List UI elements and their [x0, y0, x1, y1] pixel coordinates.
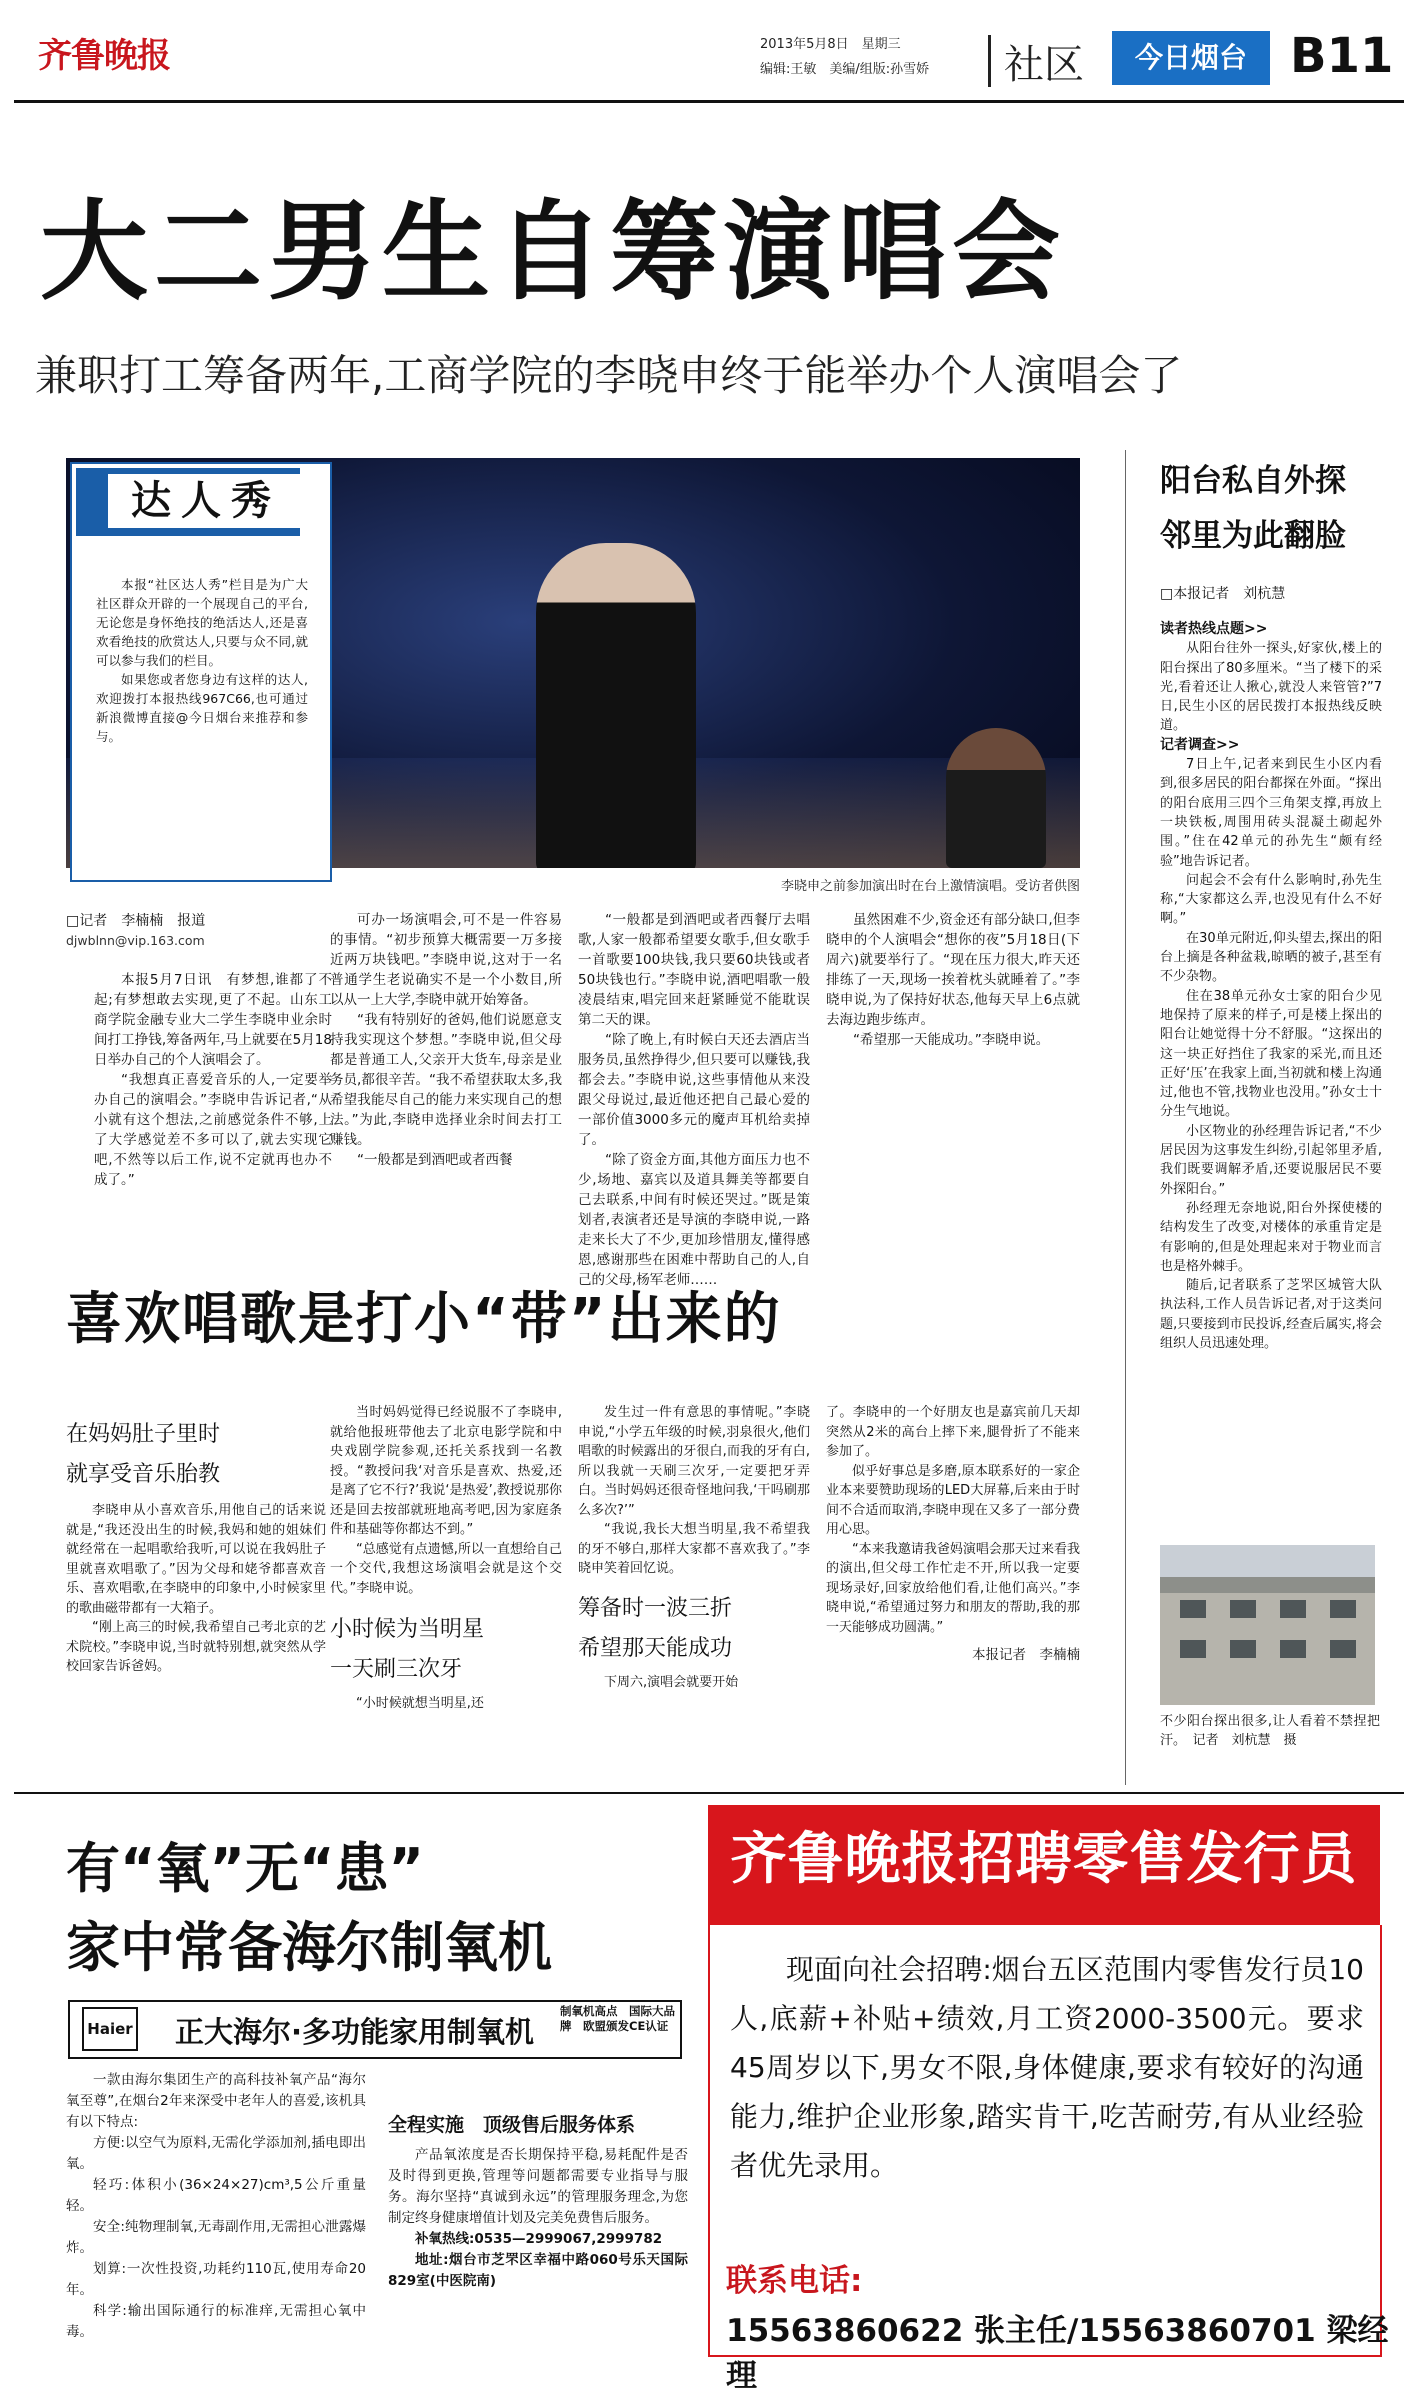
haier-right-text [388, 2110, 688, 2292]
haier-item-1: 方便:以空气为原料,无需化学添加剂,插电即出氧。 [66, 2135, 366, 2172]
reporter-email: djwblnn@vip.163.com [66, 933, 205, 948]
subhead-b1: 小时候为当明星 [330, 1617, 485, 1642]
haier-logo: Haier [82, 2007, 138, 2051]
column-intro [96, 575, 308, 746]
body-p5a: “一般都是到酒吧或者西餐 [357, 1152, 513, 1168]
section2-column-1 [66, 1415, 326, 1677]
haier-item-5: 科学:输出国际通行的标准痒,无需担心氧中毒。 [66, 2303, 366, 2340]
body-p3: 可办一场演唱会,可不是一件容易的事情。“初步预算大概需要一万多接近两万块钱吧。”李晓申说,这对于一名普通学生老说确实不是一个小数目,所以从一上大学,李晓申就开始筹备。 [330, 912, 562, 1008]
singer-figure [536, 543, 696, 868]
sidebar-body [1160, 620, 1382, 1353]
balcony-photo [1160, 1545, 1375, 1705]
section2-col2-text [330, 1403, 562, 1598]
sidebar-sub-2: 记者调查>> [1160, 736, 1240, 753]
window-shape [1180, 1640, 1206, 1658]
section2-col3-p2: “我说,我长大想当明星,我不希望我的牙不够白,那样大家都不喜欢我了。”李晓申笑着回忆说。 [578, 1522, 810, 1576]
sidebar-p2: 7日上午,记者来到民生小区内看到,很多居民的阳台都探在外面。“探出的阳台底用三四个三角架支撑,再放上一块铁板,周围用砖头混凝土砌起外围。”住在42单元的孙先生“颇有经验”地告诉记者。 [1160, 757, 1382, 869]
haier-banner-side: 制氧机高点 国际大品牌 欧盟颁发CE认证 [560, 2004, 675, 2033]
sidebar-headline-1: 阳台私自外探 [1160, 463, 1346, 499]
section2-col2-tail [330, 1694, 562, 1714]
section2-col4-p1: 了。李晓申的一个好朋友也是嘉宾前几天却突然从2米的高台上摔下来,腿骨折了不能来参加了。 [826, 1405, 1080, 1459]
recruit-title: 齐鲁晚报招聘零售发行员 [730, 1827, 1358, 1892]
article-byline: □记者 李楠楠 报道 [66, 913, 206, 929]
haier-hotline: 补氧热线:0535—2999067,2999782 [415, 2231, 663, 2247]
section2-col3-tail [578, 1673, 810, 1693]
window-shape [1330, 1600, 1356, 1618]
haier-headline-1: 有“氧”无“患” [66, 1837, 424, 1900]
body-p4: “我有特别好的爸妈,他们说愿意支持我实现这个梦想。”李晓申说,但父母都是普通工人,父亲开大货车,母亲是业务员,都很辛苦。“我不希望获取太多,我希望我能尽自己的能力来实现自己的想法。”为此,李晓申选择业余时间去打工赚钱。 [330, 1012, 562, 1148]
main-headline: 大二男生自筹演唱会 [40, 190, 1067, 315]
haier-item-4: 划算:一次性投资,功耗约110瓦,使用寿命20年。 [66, 2261, 366, 2298]
masthead-rule [14, 100, 1404, 103]
haier-service-text: 产品氧浓度是否长期保持平稳,易耗配件是否及时得到更换,管理等问题都需要专业指导与服务。海尔坚持“真诚到永远”的管理服务理念,为您制定终身健康增值计划及完美免费售后服务。 [388, 2147, 688, 2226]
haier-service-block [388, 2145, 688, 2292]
body-column-2 [330, 910, 562, 1170]
column-title: 达人秀 [108, 474, 304, 528]
column-intro-p2: 如果您或者您身边有这样的达人,欢迎拨打本报热线967C66,也可通过新浪微博直接@今日烟台来推荐和参与。 [96, 672, 308, 744]
subhead-a2: 就享受音乐胎教 [66, 1462, 221, 1487]
sidebar-p5: 住在38单元孙女士家的阳台少见地保持了原来的样子,可是楼上探出的阳台让她觉得十分不舒服。“这探出的这一块正好挡住了我家的采光,而且还正好‘压’在我家上面,当初就和楼上沟通过,他也不管,找物业也没用。”孙女士十分生气地说。 [1160, 988, 1382, 1120]
window-shape [1280, 1600, 1306, 1618]
section2-column-3 [578, 1403, 810, 1692]
window-shape [1230, 1640, 1256, 1658]
body-p1: 本报5月7日讯 有梦想,谁都了不起;有梦想敢去实现,更了不起。山东工商学院金融专业大二学生李晓申业余时间打工挣钱,筹备两年,马上就要在5月18日举办自己的个人演唱会了。 [94, 972, 332, 1068]
ads-divider [14, 1792, 1404, 1794]
balcony-photo-caption: 不少阳台探出很多,让人看着不禁捏把汗。 记者 刘杭慧 摄 [1160, 1714, 1380, 1748]
sidebar-divider [1125, 450, 1126, 1785]
haier-item-3: 安全:纯物理制氧,无毒副作用,无需担心泄露爆炸。 [66, 2219, 366, 2256]
newspaper-logo: 齐鲁晚报 [38, 36, 170, 76]
subhead-b2: 一天刷三次牙 [330, 1657, 463, 1682]
section2-headline: 喜欢唱歌是打小“带”出来的 [66, 1287, 782, 1352]
section2-col1-p1: 李晓申从小喜欢音乐,用他自己的话来说就是,“我还没出生的时候,我妈和她的姐妹们就经常在一起唱歌给我听,可以说在我妈肚子里就喜欢唱歌了。”因为父母和姥爷都喜欢音乐、喜欢唱歌,在李晓申的印象中,小时候家里的歌曲磁带都有一大箱子。 [66, 1503, 326, 1616]
subhead-a1: 在妈妈肚子里时 [66, 1422, 221, 1447]
recruit-tel: 15563860622 张主任/15563860701 梁经理 [726, 2313, 1389, 2394]
section2-col4-p3: “本来我邀请我爸妈演唱会那天过来看我的演出,但父母工作忙走不开,所以我一定要现场录好,回家放给他们看,让他们高兴。”李晓申说,“希望通过努力和朋友的帮助,我的那一天能够成功圆满。” [826, 1541, 1080, 1635]
window-shape [1280, 1640, 1306, 1658]
editor-credits: 编辑:王敏 美编/组版:孙雪娇 [760, 62, 930, 77]
body-p2: “我想真正喜爱音乐的人,一定要举办自己的演唱会。”李晓申告诉记者,“从小就有这个想法,之前感觉条件不够,上了大学感觉差不多可以了,就去实现它吧,不然等以后工作,说不定就再也办不成了。” [94, 1072, 332, 1188]
photo-caption: 李晓申之前参加演出时在台上激情演唱。受访者供图 [780, 879, 1080, 894]
sidebar-p4: 在30单元附近,仰头望去,探出的阳台上摘是各种盆栽,晾晒的被子,甚至有不少杂物。 [1160, 930, 1382, 985]
section2-col2-p1: 当时妈妈觉得已经说服不了李晓申,就给他报班带他去了北京电影学院和中央戏剧学院参观,还托关系找到一名教授。“教授问我‘对音乐是喜欢、热爱,还是离了它不行?’我说‘是热爱’,教授说那你还是回去按部就班地高考吧,因为家庭条件和基础等你都达不到。” [330, 1405, 562, 1537]
recruit-tel-label: 联系电话: [726, 2263, 863, 2299]
sidebar-p7: 孙经理无奈地说,阳台外探使楼的结构发生了改变,对楼体的承重肯定是有影响的,但是处理起来对于物业而言也是格外棘手。 [1160, 1200, 1382, 1274]
body-p7: “除了资金方面,其他方面压力也不少,场地、嘉宾以及道具舞美等都要自己去联系,中间有时候还哭过。”既是策划者,表演者还是导演的李晓申说,一路走来长大了不少,更加珍惜朋友,懂得感恩,感谢那些在困难中帮助自己的人,自己的父母,杨军老师…… [578, 1152, 810, 1288]
section2-col1-p2: “刚上高三的时候,我希望自己考北京的艺术院校。”李晓申说,当时就特别想,就突然从学校回家告诉爸妈。 [66, 1620, 326, 1674]
haier-service-title: 全程实施 顶级售后服务体系 [388, 2114, 636, 2136]
haier-intro: 一款由海尔集团生产的高科技补氧产品“海尔氧至尊”,在烟台2年来深受中老年人的喜爱,该机具有以下特点: [66, 2072, 366, 2130]
body-p8: 虽然困难不少,资金还有部分缺口,但李晓申的个人演唱会“想你的夜”5月18日(下周六)就要举行了。“现在压力很大,昨天还排练了一天,现场一挨着枕头就睡着了。”李晓申说,为了保持好状态,他每天早上6点就去海边跑步练声。 [826, 912, 1080, 1028]
window-shape [1180, 1600, 1206, 1618]
haier-left-text [66, 2070, 366, 2343]
sidebar-p1: 从阳台往外一探头,好家伙,楼上的阳台探出了80多厘米。“当了楼下的采光,看着还让人揪心,就没人来管管?”7日,民生小区的居民拨打本报热线反映道。 [1160, 641, 1382, 734]
body-column-1 [94, 970, 332, 1190]
haier-banner-text: 正大海尔·多功能家用制氧机 [175, 2015, 535, 2049]
body-column-4 [826, 910, 1080, 1050]
section-tag: 今日烟台 [1112, 31, 1270, 85]
section2-col1-text [66, 1501, 326, 1677]
window-shape [1330, 1640, 1356, 1658]
main-subheadline: 兼职打工筹备两年,工商学院的李晓申终于能举办个人演唱会了 [35, 351, 1183, 400]
subhead-c2: 希望那天能成功 [578, 1635, 733, 1661]
sidebar-byline: □本报记者 刘杭慧 [1160, 586, 1286, 602]
section2-col3-text [578, 1403, 810, 1579]
haier-headline-2: 家中常备海尔制氧机 [66, 1916, 552, 1979]
subhead-c1: 筹备时一波三折 [578, 1595, 733, 1621]
section2-column-2 [330, 1403, 562, 1714]
section-name: 社区 [1004, 42, 1084, 88]
window-shape [1230, 1600, 1256, 1618]
masthead-divider [988, 35, 991, 87]
column-intro-p1: 本报“社区达人秀”栏目是为广大社区群众开辟的一个展现自己的平台,无论您是身怀绝技的绝活达人,还是喜欢看绝技的欣赏达人,只要与众不同,就可以参与我们的栏目。 [96, 577, 308, 668]
body-p9: “希望那一天能成功。”李晓申说。 [853, 1032, 1050, 1048]
page-number: B11 [1290, 28, 1394, 84]
sidebar-p6: 小区物业的孙经理告诉记者,“不少居民因为这事发生纠纷,引起邻里矛盾,我们既要调解矛盾,还要说服居民不要外探阳台。” [1160, 1123, 1382, 1197]
issue-date: 2013年5月8日 星期三 [760, 37, 901, 52]
section2-col4-text [826, 1403, 1080, 1637]
section2-col4-p2: 似乎好事总是多磨,原本联系好的一家企业本来要赞助现场的LED大屏幕,后来由于时间不合适而取消,李晓申现在又多了一部分费用心思。 [826, 1463, 1080, 1537]
sidebar-sub-1: 读者热线点题>> [1160, 621, 1268, 637]
body-p5: “一般都是到酒吧或者西餐厅去唱歌,人家一般都希望要女歌手,但女歌手一首歌要100块钱,我只要60块钱或者50块钱也行。”李晓申说,酒吧唱歌一般凌晨结束,唱完回来赶紧睡觉不能耽误第二天的课。 [578, 912, 810, 1028]
haier-item-2: 轻巧:体积小(36×24×27)cm³,5公斤重量轻。 [66, 2177, 366, 2214]
backing-singer-figure [946, 728, 1046, 868]
body-column-3 [578, 910, 810, 1290]
section2-col3-p1: 发生过一件有意思的事情呢。”李晓申说,“小学五年级的时候,羽泉很火,他们唱歌的时候露出的牙很白,而我的牙有白,所以我就一天刷三次牙,一定要把牙弄白。当时妈妈还很奇怪地问我,‘干吗刷那么多次?’” [578, 1405, 810, 1518]
section2-col2-tail-p: “小时候就想当明星,还 [356, 1696, 484, 1711]
recruit-body: 现面向社会招聘:烟台五区范围内零售发行员10人,底薪+补贴+绩效,月工资2000-3500元。要求45周岁以下,男女不限,身体健康,要求有较好的沟通能力,维护企业形象,踏实肯干,吃苦耐劳,有从业经验者优先录用。 [730, 1953, 1364, 2182]
section2-column-4 [826, 1403, 1080, 1663]
body-p6: “除了晚上,有时候白天还去酒店当服务员,虽然挣得少,但只要可以赚钱,我都会去。”李晓申说,这些事情他从来没跟父母说过,最近他还把自己最心爱的一部价值3000多元的魔声耳机给卖掉了。 [578, 1032, 810, 1148]
sidebar-headline-2: 邻里为此翻脸 [1160, 518, 1346, 554]
section2-byline: 本报记者 李楠楠 [972, 1647, 1080, 1663]
sidebar-p8: 随后,记者联系了芝罘区城管大队执法科,工作人员告诉记者,对于这类问题,只要接到市民投诉,经查后属实,将会组织人员迅速处理。 [1160, 1278, 1382, 1351]
haier-address: 地址:烟台市芝罘区幸福中路060号乐天国际829室(中医院南) [388, 2252, 688, 2289]
section2-col3-tail-p: 下周六,演唱会就要开始 [604, 1674, 739, 1690]
section2-col2-p2: “总感觉有点遗憾,所以一直想给自己一个交代,我想这场演唱会就是这个交代。”李晓申说。 [330, 1541, 562, 1596]
sidebar-p3: 问起会不会有什么影响时,孙先生称,“大家都这么弄,也没见有什么不好啊。” [1160, 872, 1382, 927]
